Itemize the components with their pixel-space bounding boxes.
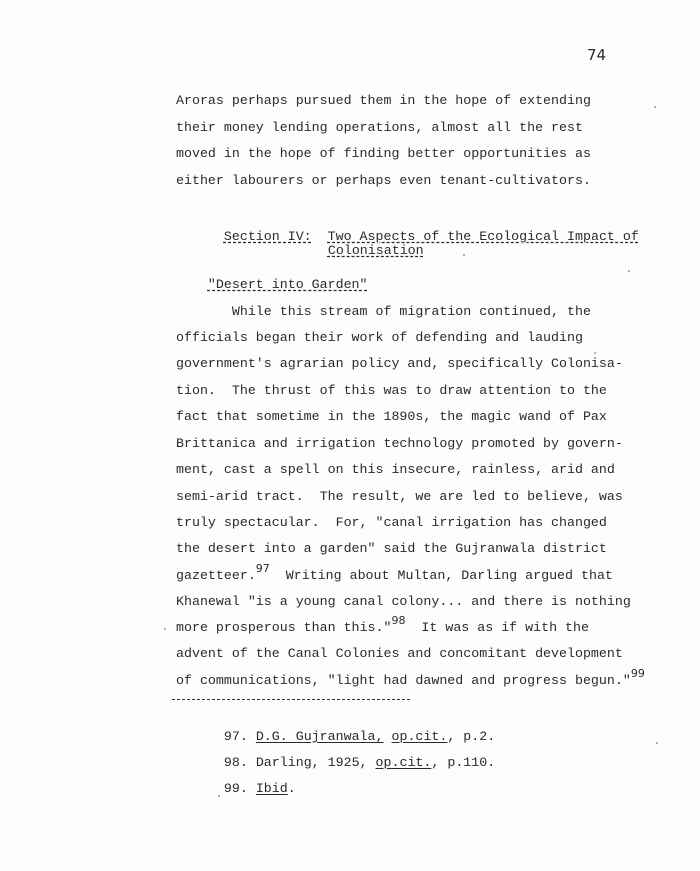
section-title-continued: Colonisation (327, 243, 424, 258)
scan-speck (463, 254, 465, 256)
footnote-ref[interactable]: 97 (255, 562, 270, 575)
text-line: semi-arid tract. The result, we are led to believe, was (176, 489, 623, 504)
footnote-item: 97. D.G. Gujranwala, op.cit., p.2. (223, 729, 496, 744)
footnote-ref[interactable]: 98 (391, 614, 406, 627)
footnote-source: Ibid (255, 781, 288, 796)
footnote-divider (172, 699, 410, 700)
scan-speck (628, 270, 630, 272)
text-line: truly spectacular. For, "canal irrigation has changed (176, 515, 607, 530)
section-label: Section IV: (223, 229, 312, 244)
text-line: gazetteer.$^{97}$ Writing about Multan, Darling argued that (176, 562, 613, 583)
scan-speck (218, 795, 220, 797)
text-line: fact that sometime in the 1890s, the magic wand of Pax (176, 409, 607, 424)
text-line: the desert into a garden" said the Gujranwala district (176, 541, 607, 556)
text-line: tion. The thrust of this was to draw attention to the (176, 383, 607, 398)
footnote-item: 99. Ibid. (223, 781, 296, 796)
text-line: government's agrarian policy and, specifically Colonisa- (176, 356, 623, 371)
text-line: ment, cast a spell on this insecure, rainless, arid and (176, 462, 615, 477)
scan-speck (654, 106, 656, 108)
text-line: advent of the Canal Colonies and concomitant development (176, 646, 623, 661)
text-line: moved in the hope of finding better opportunities as (176, 146, 591, 161)
subheading: "Desert into Garden" (207, 277, 368, 292)
text-line: While this stream of migration continued, the (176, 304, 591, 319)
text-line: their money lending operations, almost all the rest (176, 120, 583, 135)
text-line: officials began their work of defending and lauding (176, 330, 583, 345)
footnote-ref[interactable]: 99 (630, 667, 645, 680)
text-line: Aroras perhaps pursued them in the hope of extending (176, 93, 591, 108)
scan-speck (594, 352, 596, 354)
text-line: either labourers or perhaps even tenant-cultivators. (176, 173, 591, 188)
text-line: of communications, "light had dawned and progress begun."$^{99}$ (176, 667, 645, 688)
text-line: Brittanica and irrigation technology promoted by govern- (176, 436, 623, 451)
footnote-source: Darling, 1925, (255, 755, 368, 770)
scan-speck (656, 742, 658, 744)
text-line: more prosperous than this."$^{98}$ It was as if with the (176, 614, 589, 635)
text-line: Khanewal "is a young canal colony... and there is nothing (176, 594, 631, 609)
footnote-item: 98. Darling, 1925, op.cit., p.110. (223, 755, 496, 770)
section-title: Two Aspects of the Ecological Impact of (327, 229, 639, 244)
page-number: 74 (587, 46, 607, 64)
scan-speck (164, 628, 166, 630)
footnote-source: D.G. Gujranwala, (255, 729, 384, 744)
